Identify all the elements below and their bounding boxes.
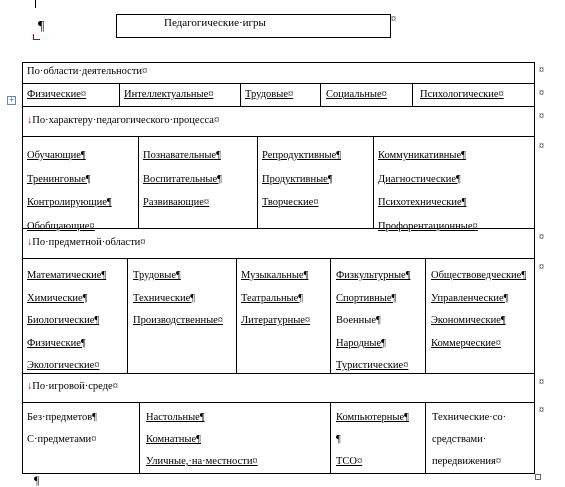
page-title: Педагогические·игры [164,17,266,29]
cell-process-col4: Коммуникативные¶ Диагностические¶ Психотехнические¶ Профорентационные¤ [378,150,478,232]
cell-env-col3: Компьютерные¶ ¶ ТСО¤ [336,412,409,467]
cell-social: Социальные¤ [326,89,387,100]
cell-env-col4: Технические·со· средствами· передвижения¤ [432,412,507,467]
row-pedagogical-process-label: ↓По·характеру·педагогического·процесса¤ [27,115,220,126]
cell-env-col2: Настольные¶ Комнатные¶ Уличные,·на·местности¤ [146,412,258,467]
cell-intellectual: Интеллектуальные¤ [124,89,214,100]
cell-process-col1: Обучающие¶ Тренинговые¶ Контролирующие¶ Обобщающие¤ [27,150,112,232]
cell-subject-col1: Математические¶ Химические¶ Биологические¶ Физические¶ Экологические¤ [27,270,107,371]
cell-process-col2: Познавательные¶ Воспитательные¶ Развивающие¤ [143,150,222,208]
row-activity-area-label: По·области·деятельности¤ [27,66,148,77]
cell-subject-col2: Трудовые¶ Технические¶ Производственные¤ [133,270,224,326]
cell-subject-col3: Музыкальные¶ Театральные¶ Литературные¤ [241,270,311,326]
cell-process-col3: Репродуктивные¶ Продуктивные¶ Творческие¤ [262,150,341,208]
cell-psychological: Психологические¤ [420,89,504,100]
table-resize-handle[interactable] [535,474,541,480]
header-pilcrow: ¶ [38,19,45,34]
cell-physical: Физические¤ [27,89,87,100]
cell-env-col1: Без·предметов¶ С·предметами¤ [27,412,97,445]
cell-labor: Трудовые¤ [245,89,294,100]
row-subject-area-label: ↓По·предметной·области¤ [27,237,146,248]
table-move-handle-icon[interactable]: + [8,95,15,105]
cell-subject-col4: Физкультурные¶ Спортивные¶ Военные¶ Народные¶ Туристические¤ [336,270,411,371]
text-cursor [35,0,36,8]
bottom-pilcrow: ¶ [34,473,40,487]
row-game-environment-label: ↓По·игровой·среде¤ [27,381,118,392]
cell-subject-col5: Обществоведческие¶ Управленческие¶ Экономические¶ Коммерческие¤ [431,270,527,349]
title-cell-mark: ¤ [391,14,396,25]
